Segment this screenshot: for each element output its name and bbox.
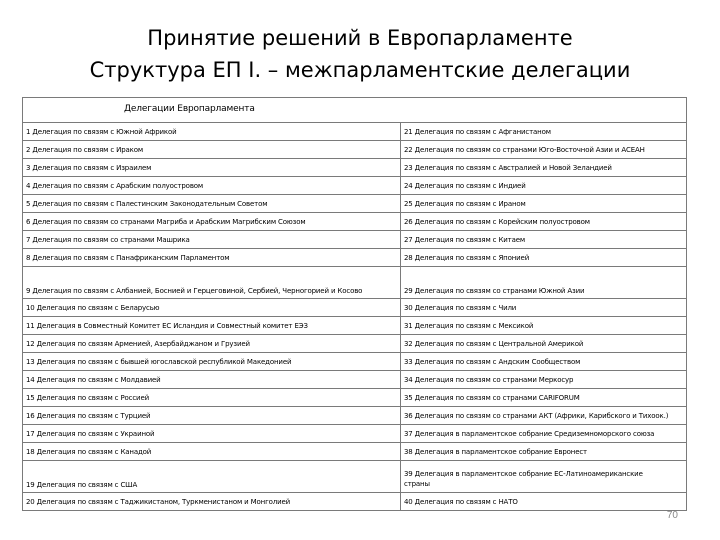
table-cell-right: 26 Делегация по связям с Корейским полуостровом [401, 213, 687, 231]
table-cell-left: 6 Делегация по связям со странами Магриба и Арабским Магрибским Союзом [23, 213, 401, 231]
page-number: 70 [666, 510, 678, 521]
table-cell-left: 9 Делегация по связям с Албанией, Боснией и Герцеговиной, Сербией, Черногорией и Косово [23, 267, 401, 299]
table-row [23, 371, 687, 389]
table-cell-right: 38 Делегация в парламентское собрание Евронест [401, 443, 687, 461]
table-cell-left: 15 Делегация по связям с Россией [23, 389, 401, 407]
table-cell-right: 33 Делегация по связям с Андским Сообществом [401, 353, 687, 371]
table-row [23, 461, 687, 493]
table-cell-right: 40 Делегация по связям с НАТО [401, 493, 687, 511]
table-cell-left: 19 Делегация по связям с США [23, 461, 401, 493]
table-cell-left: 17 Делегация по связям с Украиной [23, 425, 401, 443]
table-cell-right: 34 Делегация по связям со странами Меркосур [401, 371, 687, 389]
table-cell-left: 4 Делегация по связям с Арабским полуостровом [23, 177, 401, 195]
slide-title [0, 22, 720, 86]
delegations-table [22, 97, 687, 511]
table-cell-right: 21 Делегация по связям с Афганистаном [401, 123, 687, 141]
table-cell-right: 35 Делегация по связям со странами CARIFORUM [401, 389, 687, 407]
table-cell-left: 20 Делегация по связям с Таджикистаном, Туркменистаном и Монголией [23, 493, 401, 511]
table-cell-right: 31 Делегация по связям с Мексикой [401, 317, 687, 335]
table-cell-right: 37 Делегация в парламентское собрание Средиземноморского союза [401, 425, 687, 443]
table-cell-right: 28 Делегация по связям с Японией [401, 249, 687, 267]
table-row [23, 177, 687, 195]
table-row [23, 231, 687, 249]
table-row [23, 195, 687, 213]
table-cell-right: 30 Делегация по связям с Чили [401, 299, 687, 317]
table-cell-left: 12 Делегация по связям Арменией, Азербайджаном и Грузией [23, 335, 401, 353]
table-cell-left: 2 Делегация по связям с Ираком [23, 141, 401, 159]
table-cell-left: 16 Делегация по связям с Турцией [23, 407, 401, 425]
table-cell-right: 36 Делегация по связям со странами АКТ (Африки, Карибского и Тихоок.) [401, 407, 687, 425]
table-cell-left: 13 Делегация по связям с бывшей югославской республикой Македонией [23, 353, 401, 371]
table-cell-right: 24 Делегация по связям с Индией [401, 177, 687, 195]
table-row [23, 123, 687, 141]
table-row [23, 267, 687, 299]
table-cell-left: 11 Делегация в Совместный Комитет ЕС Исландия и Совместный комитет ЕЭЗ [23, 317, 401, 335]
table-cell-left: 7 Делегация по связям со странами Машрика [23, 231, 401, 249]
table-cell-right: 32 Делегация по связям с Центральной Америкой [401, 335, 687, 353]
table-header: Делегации Европарламента [124, 104, 255, 114]
title-line-2: Структура ЕП I. – межпарламентские делегации [89, 58, 631, 82]
table-row [23, 299, 687, 317]
table-header-cell [23, 98, 687, 123]
table-cell-right: 22 Делегация по связям со странами Юго-Восточной Азии и АСЕАН [401, 141, 687, 159]
table-cell-left: 1 Делегация по связям с Южной Африкой [23, 123, 401, 141]
table-row [23, 493, 687, 511]
table-row [23, 317, 687, 335]
table-row [23, 249, 687, 267]
table-row [23, 353, 687, 371]
table-cell-right: 25 Делегация по связям с Ираном [401, 195, 687, 213]
table-row [23, 141, 687, 159]
table-cell-left: 18 Делегация по связям с Канадой [23, 443, 401, 461]
title-line-1: Принятие решений в Европарламенте [147, 26, 573, 50]
table-row [23, 389, 687, 407]
table-cell-right: 27 Делегация по связям с Китаем [401, 231, 687, 249]
table-cell-left: 5 Делегация по связям с Палестинским Законодательным Советом [23, 195, 401, 213]
table-row [23, 425, 687, 443]
table-row [23, 213, 687, 231]
table-header-row [23, 98, 687, 123]
table-cell-left: 3 Делегация по связям с Израилем [23, 159, 401, 177]
table-cell-right: 29 Делегация по связям со странами Южной Азии [401, 267, 687, 299]
table-cell-right: 39 Делегация в парламентское собрание ЕС-Латиноамериканские страны [401, 461, 687, 493]
table-row [23, 443, 687, 461]
table-cell-left: 14 Делегация по связям с Молдавией [23, 371, 401, 389]
table-cell-right: 23 Делегация по связям с Австралией и Новой Зеландией [401, 159, 687, 177]
table-row [23, 335, 687, 353]
table-row [23, 407, 687, 425]
table-row [23, 159, 687, 177]
table-cell-left: 8 Делегация по связям с Панафриканским Парламентом [23, 249, 401, 267]
table-cell-left: 10 Делегация по связям с Беларусью [23, 299, 401, 317]
